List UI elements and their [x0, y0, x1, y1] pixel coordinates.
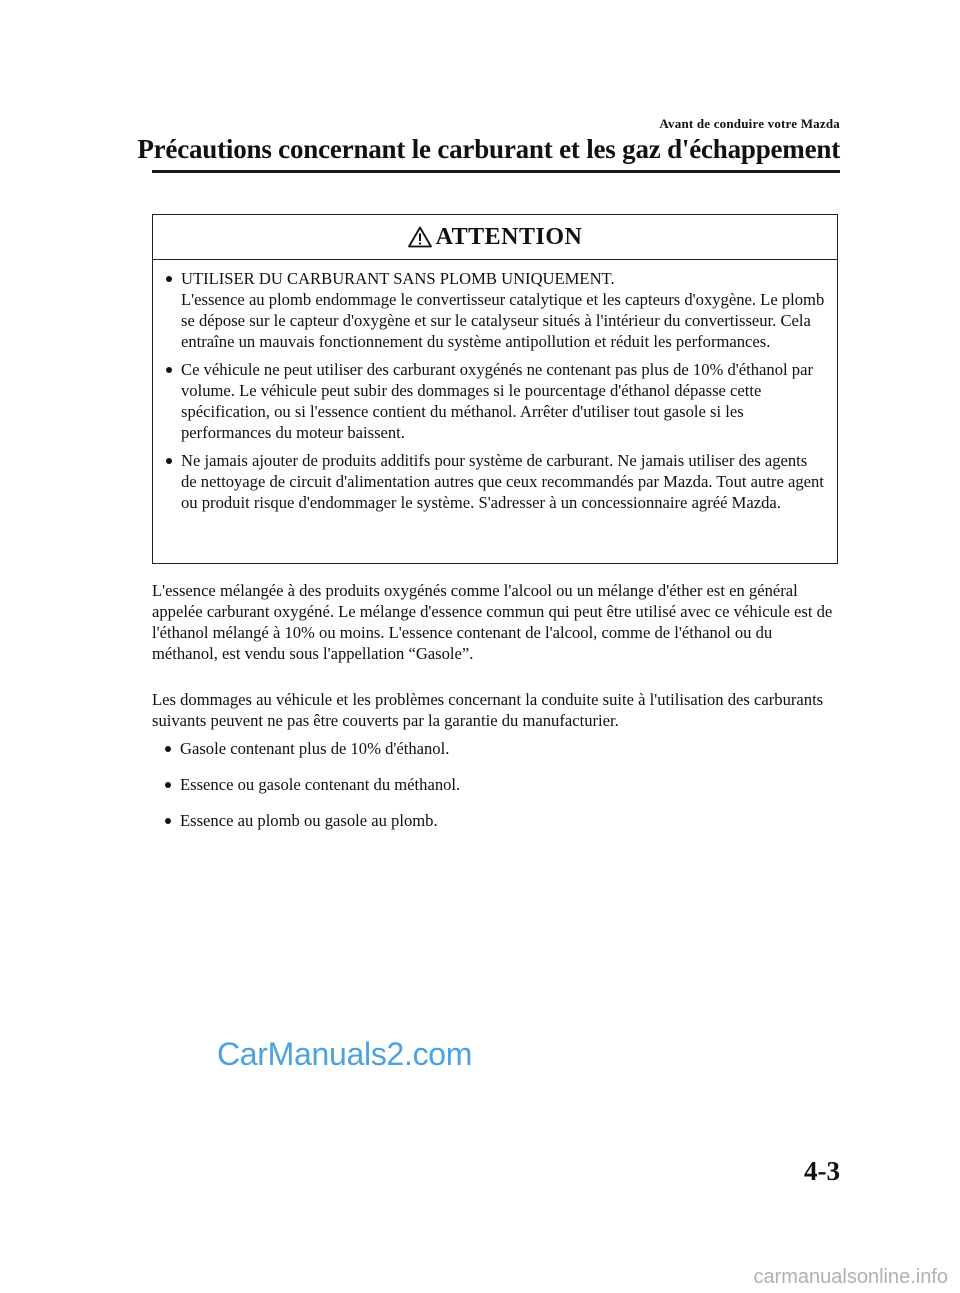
- page-number: 4-3: [804, 1156, 840, 1186]
- body-paragraph: Les dommages au véhicule et les problèmes concernant la conduite suite à l'utilisation des carburants suivants peuvent ne pas être couverts par la garantie du manufacturier.: [152, 690, 824, 730]
- footer-watermark: carmanualsonline.info: [753, 1266, 948, 1288]
- section-header: Avant de conduire votre Mazda: [659, 116, 840, 131]
- list-item-text: Essence ou gasole contenant du méthanol.: [180, 775, 461, 794]
- page-title: Précautions concernant le carburant et les gaz d'échappement: [137, 134, 840, 164]
- bullet-icon: [165, 818, 171, 824]
- attention-box: [152, 214, 838, 564]
- bullet-icon: [166, 276, 172, 282]
- attention-header: [153, 215, 837, 260]
- attention-item-text: Ne jamais ajouter de produits additifs pour système de carburant. Ne jamais utiliser des agents de nettoyage de circuit d'alimentation autres que ceux recommandés par Mazda. Tout autre agent ou produit risque d'endommager le système. S'adresser à un concessionnaire agréé Mazda.: [181, 451, 824, 512]
- attention-item-text: Ce véhicule ne peut utiliser des carburant oxygénés ne contenant pas plus de 10% d'éthanol par volume. Le véhicule peut subir des dommages si le pourcentage d'éthanol dépasse cette spécification, ou si l'essence contient du méthanol. Arrêter d'utiliser tout gasole si les performances du moteur baissent.: [181, 360, 813, 442]
- list-item: [162, 774, 852, 795]
- list-item-text: Essence au plomb ou gasole au plomb.: [180, 811, 438, 830]
- attention-list: [153, 260, 837, 513]
- bullet-icon: [166, 458, 172, 464]
- attention-item-detail: L'essence au plomb endommage le convertisseur catalytique et les capteurs d'oxygène. Le plomb se dépose sur le capteur d'oxygène et sur le catalyseur situés à l'intérieur du convertisseur. Cela entraîne un mauvais fonctionnement du système antipollution et réduit les performances.: [181, 290, 825, 351]
- list-item: [162, 738, 852, 759]
- attention-item: [163, 268, 827, 352]
- header-divider: [152, 170, 840, 173]
- attention-item: [163, 450, 827, 513]
- bullet-icon: [166, 367, 172, 373]
- fuel-list: [152, 738, 852, 846]
- attention-title: ATTENTION: [435, 223, 583, 250]
- list-item: [162, 810, 852, 831]
- watermark-logo: CarManuals2.com: [217, 1036, 473, 1072]
- body-paragraph: L'essence mélangée à des produits oxygénés comme l'alcool ou un mélange d'éther est en général appelée carburant oxygéné. Le mélange d'essence commun qui peut être utilisé avec ce véhicule est de l'éthanol mélangé à 10% ou moins. L'essence contenant de l'alcool, comme de l'éthanol ou du méthanol, est vendu sous l'appellation “Gasole”.: [152, 581, 833, 663]
- list-item-text: Gasole contenant plus de 10% d'éthanol.: [180, 739, 450, 758]
- bullet-icon: [165, 782, 171, 788]
- warning-triangle-icon: [408, 226, 432, 248]
- attention-item: [163, 359, 827, 443]
- attention-item-text: UTILISER DU CARBURANT SANS PLOMB UNIQUEMENT.: [181, 269, 615, 288]
- bullet-icon: [165, 746, 171, 752]
